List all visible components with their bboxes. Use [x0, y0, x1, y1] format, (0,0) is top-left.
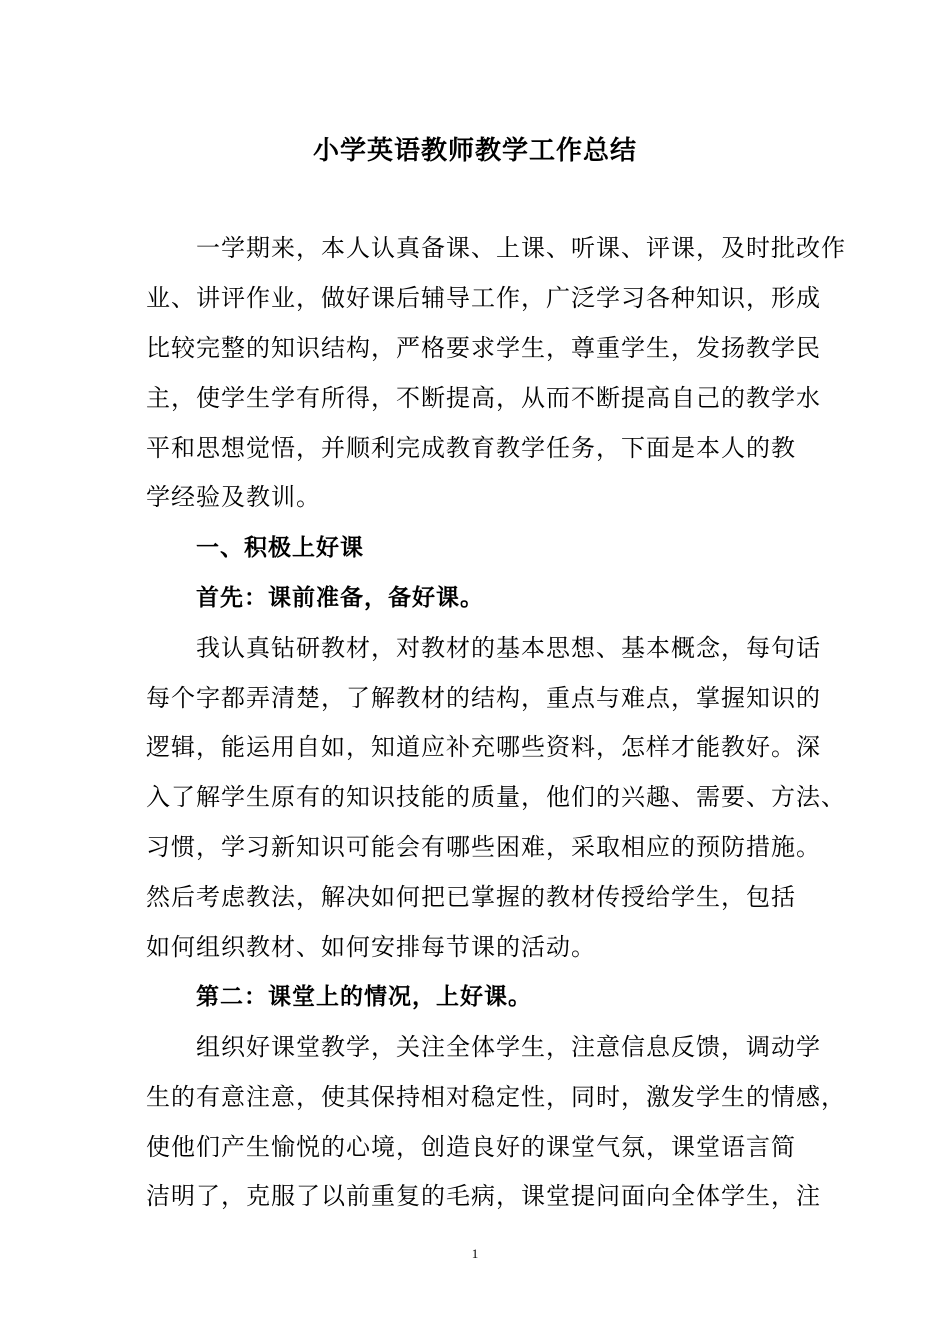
paragraph-line: 我认真钻研教材，对教材的基本思想、基本概念，每句话 — [196, 634, 821, 662]
paragraph-line: 比较完整的知识结构，严格要求学生，尊重学生，发扬教学民 — [146, 334, 821, 362]
paragraph-line: 入了解学生原有的知识技能的质量，他们的兴趣、需要、方法、 — [146, 783, 846, 811]
subsection-heading: 第二：课堂上的情况，上好课。 — [196, 984, 532, 1010]
paragraph-line: 学经验及教训。 — [146, 483, 321, 511]
document-title: 小学英语教师教学工作总结 — [312, 136, 637, 166]
paragraph-line: 每个字都弄清楚，了解教材的结构，重点与难点，掌握知识的 — [146, 684, 821, 712]
paragraph-line: 主，使学生学有所得，不断提高，从而不断提高自己的教学水 — [146, 384, 821, 412]
paragraph-line: 如何组织教材、如何安排每节课的活动。 — [146, 933, 596, 961]
paragraph-line: 然后考虑教法，解决如何把已掌握的教材传授给学生，包括 — [146, 883, 796, 911]
paragraph-line: 洁明了，克服了以前重复的毛病，课堂提问面向全体学生，注 — [146, 1182, 821, 1210]
paragraph-line: 组织好课堂教学，关注全体学生，注意信息反馈，调动学 — [196, 1033, 821, 1061]
subsection-heading: 首先：课前准备，备好课。 — [196, 585, 484, 611]
paragraph-line: 业、讲评作业，做好课后辅导工作，广泛学习各种知识，形成 — [146, 284, 821, 312]
paragraph-line: 生的有意注意，使其保持相对稳定性，同时，激发学生的情感， — [146, 1083, 846, 1111]
paragraph-line: 使他们产生愉悦的心境，创造良好的课堂气氛，课堂语言简 — [146, 1133, 796, 1161]
paragraph-line: 习惯，学习新知识可能会有哪些困难，采取相应的预防措施。 — [146, 833, 821, 861]
paragraph-line: 平和思想觉悟，并顺利完成教育教学任务，下面是本人的教 — [146, 434, 796, 462]
page-number: 1 — [471, 1246, 479, 1261]
paragraph-line: 逻辑，能运用自如，知道应补充哪些资料，怎样才能教好。深 — [146, 733, 821, 761]
section-heading: 一、积极上好课 — [196, 535, 364, 561]
paragraph-line: 一学期来，本人认真备课、上课、听课、评课，及时批改作 — [196, 234, 846, 262]
